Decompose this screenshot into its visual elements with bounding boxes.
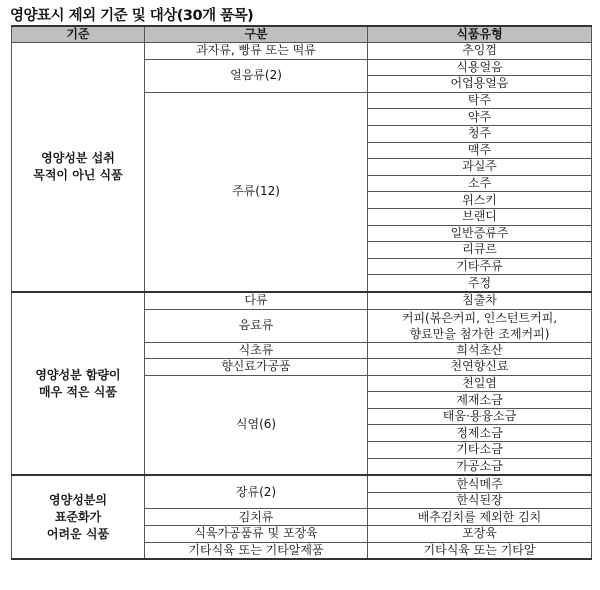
food-type-cell: 일반증류주 (368, 225, 592, 242)
food-type-cell: 브랜디 (368, 208, 592, 225)
food-type-cell: 리큐르 (368, 242, 592, 259)
criteria-cell: 영양성분 섭취 목적이 아닌 식품 (12, 43, 145, 292)
category-cell: 향신료가공품 (145, 359, 368, 376)
criteria-cell: 영양성분의 표준화가 어려운 식품 (12, 475, 145, 559)
food-type-cell: 청주 (368, 125, 592, 142)
table-body (12, 43, 592, 560)
food-type-cell: 천연향신료 (368, 359, 592, 376)
nutrition-exemption-table (11, 25, 592, 560)
category-cell: 식염(6) (145, 375, 368, 475)
food-type-cell: 주정 (368, 275, 592, 292)
category-cell: 음료류 (145, 309, 368, 342)
table-row (12, 43, 592, 60)
food-type-cell: 기타주류 (368, 258, 592, 275)
food-type-cell: 포장육 (368, 526, 592, 543)
food-type-cell: 가공소금 (368, 458, 592, 475)
table-row (12, 292, 592, 309)
category-cell: 장류(2) (145, 475, 368, 509)
food-type-cell: 과실주 (368, 159, 592, 176)
food-type-cell: 위스키 (368, 192, 592, 209)
food-type-cell: 제재소금 (368, 392, 592, 409)
food-type-cell: 정제소금 (368, 425, 592, 442)
category-cell: 식육가공품류 및 포장육 (145, 526, 368, 543)
food-type-cell: 기타식육 또는 기타알 (368, 542, 592, 559)
food-type-cell: 식용얼음 (368, 59, 592, 76)
category-cell: 다류 (145, 292, 368, 309)
header-row (12, 26, 592, 43)
header-food-type: 식품유형 (368, 26, 592, 43)
category-cell: 얼음류(2) (145, 59, 368, 92)
food-type-cell: 천일염 (368, 375, 592, 392)
category-cell: 식초류 (145, 342, 368, 359)
food-type-cell: 침출차 (368, 292, 592, 309)
food-type-cell: 한식메주 (368, 475, 592, 492)
header-category: 구분 (145, 26, 368, 43)
food-type-cell: 기타소금 (368, 442, 592, 459)
category-cell: 김치류 (145, 509, 368, 526)
category-cell: 기타식육 또는 기타알제품 (145, 542, 368, 559)
food-type-cell: 희석초산 (368, 342, 592, 359)
food-type-cell: 맥주 (368, 142, 592, 159)
category-cell: 주류(12) (145, 92, 368, 292)
food-type-cell: 커피(볶은커피, 인스턴트커피, 향료만을 첨가한 조제커피) (368, 309, 592, 342)
food-type-cell: 추잉껌 (368, 43, 592, 60)
food-type-cell: 한식된장 (368, 492, 592, 509)
table-row (12, 475, 592, 492)
food-type-cell: 약주 (368, 109, 592, 126)
food-type-cell: 태움·용융소금 (368, 408, 592, 425)
page-title: 영양표시 제외 기준 및 대상(30개 품목) (10, 8, 254, 24)
food-type-cell: 탁주 (368, 92, 592, 109)
header-criteria: 기준 (12, 26, 145, 43)
food-type-cell: 배추김치를 제외한 김치 (368, 509, 592, 526)
category-cell: 과자류, 빵류 또는 떡류 (145, 43, 368, 60)
criteria-cell: 영양성분 함량이 매우 적은 식품 (12, 292, 145, 475)
food-type-cell: 어업용얼음 (368, 76, 592, 93)
food-type-cell: 소주 (368, 175, 592, 192)
